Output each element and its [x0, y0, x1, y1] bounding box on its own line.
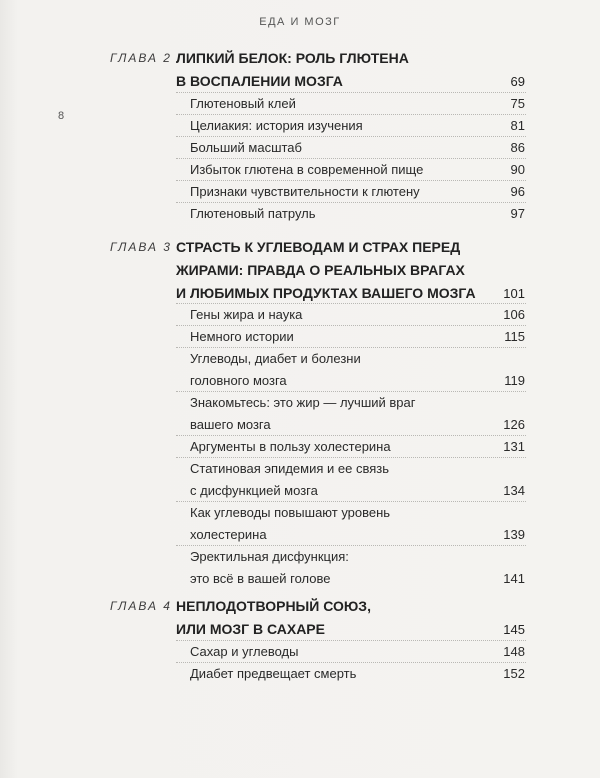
- toc-entry: Углеводы, диабет и болезни: [190, 351, 361, 366]
- toc-entry-page: 148: [503, 644, 525, 659]
- dotted-rule: [176, 347, 526, 348]
- toc-entry: Знакомьтесь: это жир — лучший враг: [190, 395, 416, 410]
- toc-entry: с дисфункцией мозга: [190, 483, 318, 498]
- toc-entry: Статиновая эпидемия и ее связь: [190, 461, 389, 476]
- dotted-rule: [176, 391, 526, 392]
- running-head: ЕДА И МОЗГ: [259, 16, 341, 28]
- chapter-page: 101: [503, 286, 525, 301]
- toc-entry: Аргументы в пользу холестерина: [190, 439, 391, 454]
- chapter-label: ГЛАВА 3: [110, 240, 172, 254]
- dotted-rule: [176, 202, 526, 203]
- dotted-rule: [176, 501, 526, 502]
- toc-entry: Больший масштаб: [190, 140, 302, 155]
- toc-entry: головного мозга: [190, 373, 287, 388]
- toc-entry: Глютеновый патруль: [190, 206, 316, 221]
- chapter-label: ГЛАВА 2: [110, 51, 172, 65]
- toc-entry: вашего мозга: [190, 417, 271, 432]
- dotted-rule: [176, 158, 526, 159]
- toc-entry-page: 90: [510, 162, 525, 177]
- toc-entry-page: 97: [510, 206, 525, 221]
- chapter-title-line: ЛИПКИЙ БЕЛОК: РОЛЬ ГЛЮТЕНА: [176, 50, 409, 66]
- toc-entry-page: 86: [510, 140, 525, 155]
- chapter-title-line: И ЛЮБИМЫХ ПРОДУКТАХ ВАШЕГО МОЗГА: [176, 285, 476, 301]
- toc-entry: Целиакия: история изучения: [190, 118, 363, 133]
- toc-entry-page: 126: [503, 417, 525, 432]
- dotted-rule: [176, 435, 526, 436]
- toc-entry: Как углеводы повышают уровень: [190, 505, 391, 520]
- dotted-rule: [176, 662, 526, 663]
- toc-entry-page: 134: [503, 483, 525, 498]
- chapter-page: 145: [503, 622, 525, 637]
- toc-entry: Эректильная дисфункция:: [190, 549, 349, 564]
- toc-entry-page: 141: [503, 571, 525, 586]
- toc-entry: Избыток глютена в современной пище: [190, 162, 424, 177]
- chapter-label: ГЛАВА 4: [110, 599, 172, 613]
- chapter-title-line: ИЛИ МОЗГ В САХАРЕ: [176, 621, 325, 637]
- toc-entry: это всё в вашей голове: [190, 571, 331, 586]
- page-number: 8: [58, 110, 65, 122]
- toc-entry-page: 119: [504, 373, 525, 388]
- toc-entry: Признаки чувствительности к глютену: [190, 184, 420, 199]
- toc-entry: Глютеновый клей: [190, 96, 296, 111]
- toc-entry: Немного истории: [190, 329, 294, 344]
- chapter-title-line: ЖИРАМИ: ПРАВДА О РЕАЛЬНЫХ ВРАГАХ: [176, 262, 465, 278]
- dotted-rule: [176, 325, 526, 326]
- chapter-title-line: СТРАСТЬ К УГЛЕВОДАМ И СТРАХ ПЕРЕД: [176, 239, 461, 255]
- dotted-rule: [176, 92, 526, 93]
- toc-entry-page: 139: [503, 527, 525, 542]
- toc-entry: холестерина: [190, 527, 267, 542]
- chapter-page: 69: [510, 74, 525, 89]
- toc-entry-page: 106: [503, 307, 525, 322]
- dotted-rule: [176, 136, 526, 137]
- dotted-rule: [176, 640, 526, 641]
- dotted-rule: [176, 114, 526, 115]
- toc-entry: Гены жира и наука: [190, 307, 303, 322]
- toc-entry-page: 131: [503, 439, 525, 454]
- toc-entry-page: 152: [503, 666, 525, 681]
- toc-entry-page: 115: [504, 329, 525, 344]
- chapter-title-line: В ВОСПАЛЕНИИ МОЗГА: [176, 73, 343, 89]
- toc-entry-page: 96: [510, 184, 525, 199]
- dotted-rule: [176, 457, 526, 458]
- dotted-rule: [176, 545, 526, 546]
- dotted-rule: [176, 180, 526, 181]
- dotted-rule: [176, 303, 526, 304]
- toc-entry: Сахар и углеводы: [190, 644, 299, 659]
- chapter-title-line: НЕПЛОДОТВОРНЫЙ СОЮЗ,: [176, 598, 371, 614]
- toc-entry-page: 75: [510, 96, 525, 111]
- toc-entry-page: 81: [510, 118, 525, 133]
- toc-entry: Диабет предвещает смерть: [190, 666, 357, 681]
